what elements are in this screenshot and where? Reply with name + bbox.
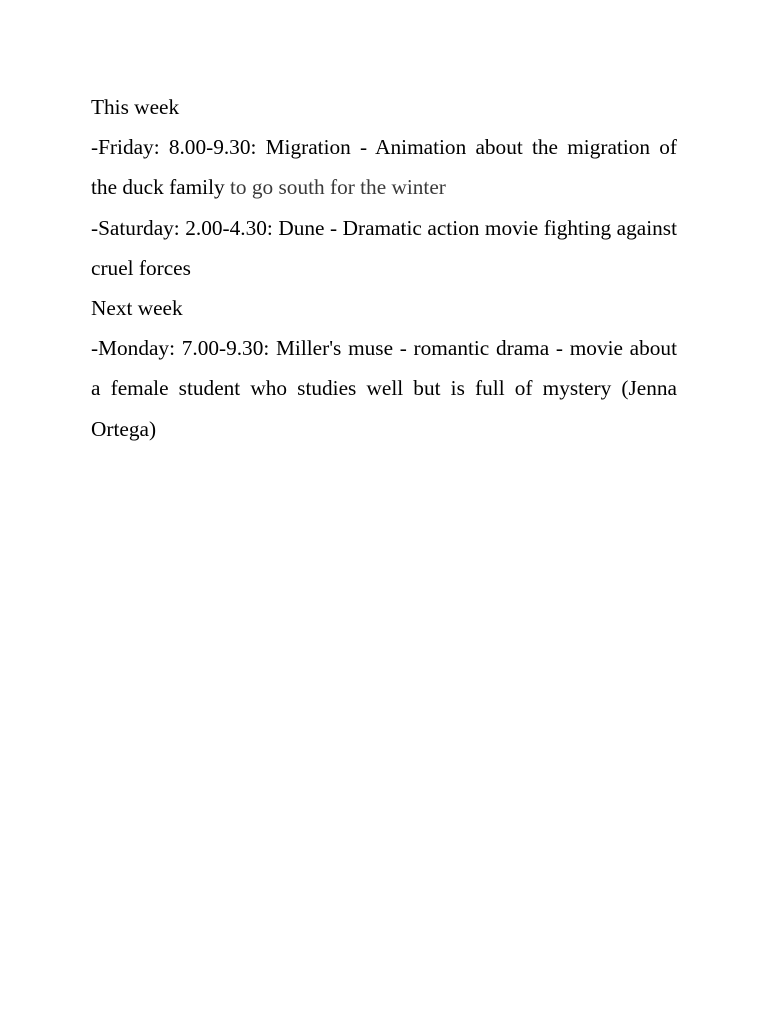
- saturday-entry: -Saturday: 2.00-4.30: Dune - Dramatic action movie fighting against cruel forces: [91, 215, 677, 280]
- friday-entry: [91, 127, 677, 207]
- this-week-heading: This week: [91, 95, 180, 119]
- next-week-heading: Next week: [91, 296, 183, 321]
- friday-entry-main: -Friday: 8.00-9.30: Migration - Animation about the migration of the duck family: [91, 135, 677, 200]
- monday-entry: -Monday: 7.00-9.30: Miller's muse - romantic drama - movie about a female student who studies well but is full of mystery (Jenna Ortega): [91, 336, 677, 441]
- document-body: [91, 87, 677, 449]
- friday-entry-tail: to go south for the winter: [224, 175, 446, 200]
